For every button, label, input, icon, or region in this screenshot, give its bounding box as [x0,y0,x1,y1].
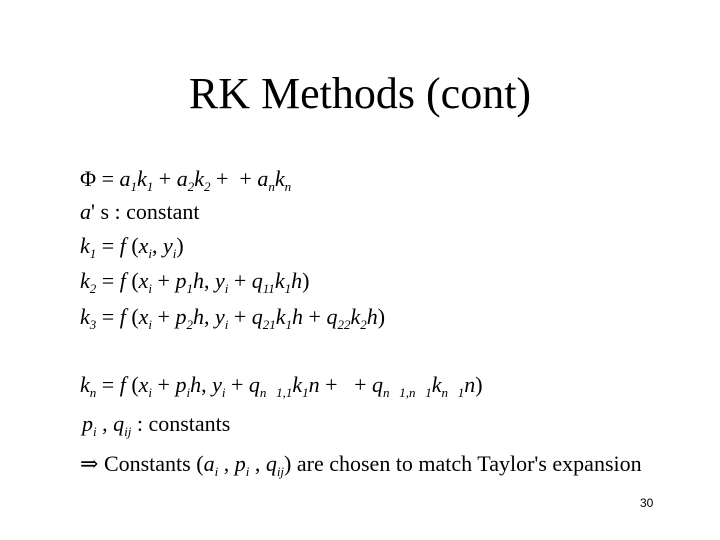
subscript: i [214,464,219,479]
var-a: a [176,166,188,191]
var-p: p [175,268,187,293]
var-h: h [291,268,303,293]
subscript: i [245,464,250,479]
var-k: k [194,166,204,191]
var-x: x [138,268,149,293]
subscript: i [221,385,226,400]
paren-close: ) [377,304,386,329]
conclusion-text: ) are chosen to match Taylor's expansion [284,451,642,476]
plus-sign: + [228,304,252,329]
var-k: k [292,372,303,397]
subscript: i [148,385,153,400]
subscript: 1 [285,317,293,332]
plus-sign: + [152,268,176,293]
paren-open: ( [125,233,139,258]
equals-sign: = [96,304,120,329]
comma: , [218,451,235,476]
implies-arrow-icon: ⇒ [80,451,99,476]
plus-sign: + [210,166,234,191]
var-h: h [366,304,378,329]
plus-sign: + [233,166,258,191]
subscript: 21 [262,317,276,332]
equation-conclusion [80,450,642,478]
var-f: f [119,268,126,293]
var-x: x [138,304,149,329]
subscript: n [268,179,275,194]
var-p: p [175,304,187,329]
subscript: 2 [203,179,211,194]
constants-label: : constants [131,411,231,436]
equals-sign: = [96,372,120,397]
var-k: k [431,372,442,397]
subscript: 22 [337,317,351,332]
var-h: h [190,372,202,397]
comma: , [96,411,114,436]
var-h: h [292,304,304,329]
subscript: 1 [302,385,309,400]
plus-sign: + [319,372,344,397]
subscript: 1 [130,179,138,194]
var-p: p [234,451,246,476]
var-p: p [175,372,187,397]
equation-kn [80,371,483,399]
var-f: f [119,304,126,329]
subscript: 2 [89,281,97,296]
subscript: 2 [186,317,193,332]
subscript: n 1,n 1 [383,385,432,400]
comma: , [249,451,266,476]
var-h: h [192,304,204,329]
subscript: 2 [187,179,195,194]
equation-k1 [80,232,184,260]
var-k: k [137,166,147,191]
equation-a-constant [80,198,199,226]
subscript: i [172,246,177,261]
subscript: i [224,281,229,296]
plus-sign: + [153,166,177,191]
var-y: y [212,372,222,397]
var-q: q [113,411,125,436]
paren-open: ( [125,304,139,329]
paren-open: ( [125,372,139,397]
var-f: f [119,372,126,397]
subscript: n [89,385,97,400]
subscript: 2 [360,317,367,332]
subscript: 11 [262,281,275,296]
equation-p-q-constants [82,410,230,438]
subscript: 1 [186,281,193,296]
var-k: k [80,268,90,293]
var-y: y [163,233,173,258]
subscript: 1 [146,179,154,194]
equals-sign: = [96,233,120,258]
var-p: p [82,411,93,436]
paren-open: ( [125,268,139,293]
var-q: q [251,268,263,293]
comma: , [203,268,215,293]
plus-sign: + [343,372,372,397]
equation-phi [80,165,291,193]
subscript: i [186,385,191,400]
var-q: q [372,372,383,397]
subscript: n 1,1 [259,385,293,400]
subscript: 3 [89,317,97,332]
var-k: k [275,304,286,329]
var-k: k [350,304,361,329]
var-x: x [138,372,149,397]
constant-label: ' s : constant [91,199,200,224]
subscript: i [93,424,97,439]
subscript: ij [276,464,285,479]
subscript: i [148,281,153,296]
plus-sign: + [303,304,327,329]
var-a: a [257,166,269,191]
var-q: q [326,304,338,329]
subscript: n [284,179,292,194]
subscript: 1 [89,246,97,261]
subscript: n 1 [441,385,465,400]
plus-sign: + [152,304,176,329]
var-y: y [214,304,225,329]
var-h: h [192,268,204,293]
comma: , [201,372,213,397]
equals-sign: = [96,268,120,293]
var-a: a [119,166,131,191]
comma: , [152,233,164,258]
equation-k2 [80,267,309,295]
subscript: 1 [284,281,292,296]
var-n: n [464,372,476,397]
subscript: i [148,246,153,261]
slide-title: RK Methods (cont) [188,69,532,118]
paren-close: ) [176,233,184,258]
subscript: i [224,317,229,332]
subscript: ij [124,424,132,439]
equation-k3 [80,303,385,331]
var-x: x [138,233,149,258]
var-q: q [248,372,260,397]
conclusion-text: Constants ( [98,451,204,476]
var-k: k [80,304,90,329]
page-number: 30 [640,496,654,510]
var-k: k [80,233,90,258]
plus-sign: + [152,372,176,397]
var-n: n [308,372,320,397]
var-y: y [214,268,225,293]
plus-sign: + [228,268,252,293]
var-q: q [265,451,277,476]
paren-close: ) [302,268,310,293]
phi-symbol: Φ [80,166,97,191]
var-q: q [251,304,263,329]
var-k: k [274,268,285,293]
var-k: k [274,166,285,191]
var-a: a [80,199,91,224]
subscript: i [148,317,153,332]
var-a: a [203,451,215,476]
comma: , [203,304,215,329]
paren-close: ) [475,372,483,397]
equals-sign: = [96,166,120,191]
plus-sign: + [225,372,249,397]
var-k: k [80,372,90,397]
var-f: f [119,233,126,258]
